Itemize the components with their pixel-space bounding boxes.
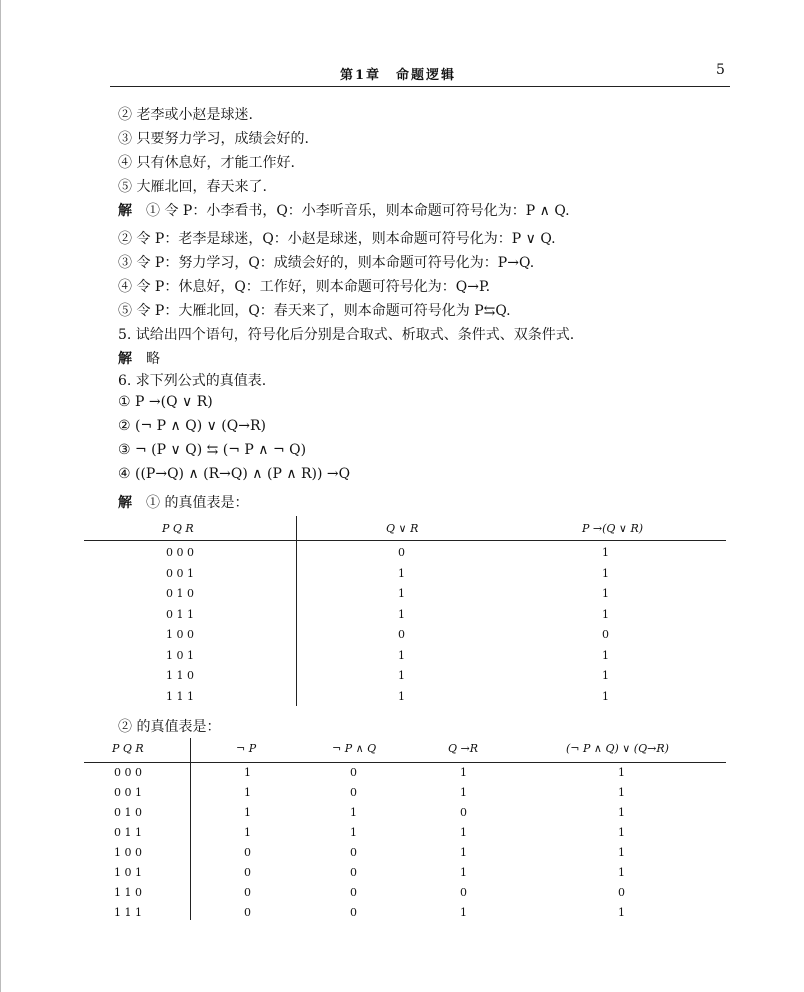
table-cell: 0 xyxy=(244,846,251,859)
table-cell: 1 xyxy=(244,786,251,799)
table-cell: 0 1 0 xyxy=(114,806,142,819)
line-text: ③ ¬ (P ∨ Q) ⇆ (¬ P ∧ ¬ Q) xyxy=(118,442,307,458)
table-cell: 1 1 1 xyxy=(114,906,142,919)
table-cell: 1 xyxy=(602,566,609,580)
table-cell: 1 xyxy=(618,846,625,859)
column-divider xyxy=(296,516,297,706)
line-text: ④ ((P→Q) ∧ (R→Q) ∧ (P ∧ R)) →Q xyxy=(118,466,351,482)
table-cell: 0 xyxy=(244,866,251,879)
line-text: ③ 令 P：努力学习，Q：成绩会好的，则本命题可符号化为：P→Q. xyxy=(118,255,535,271)
table-cell: 0 xyxy=(244,886,251,899)
line-text: 5. 试给出四个语句，符号化后分别是合取式、析取式、条件式、双条件式. xyxy=(118,327,575,343)
header-cell: (¬ P ∧ Q) ∨ (Q→R) xyxy=(566,742,669,755)
text-line xyxy=(118,348,160,368)
text-line xyxy=(118,418,266,434)
solution-label: 解 xyxy=(118,351,132,367)
table-cell: 1 xyxy=(398,587,405,600)
text-line xyxy=(118,152,295,172)
text-line xyxy=(118,200,570,220)
line-text: 6. 求下列公式的真值表. xyxy=(118,373,267,389)
table-cell: 0 xyxy=(618,886,625,899)
text-line xyxy=(118,324,574,344)
line-text: 略 xyxy=(146,351,160,367)
header-cell: Q ∨ R xyxy=(386,522,419,535)
header-rule xyxy=(84,762,726,763)
table-cell: 0 xyxy=(350,766,357,779)
table-cell: 1 xyxy=(602,689,609,703)
table-cell: 0 xyxy=(350,846,357,859)
text-line xyxy=(118,104,253,124)
chapter-header: 第1章 命题逻辑 xyxy=(340,68,457,83)
table-cell: 1 xyxy=(602,546,609,559)
table-cell: 1 xyxy=(618,786,625,799)
line-text: ① 的真值表是： xyxy=(146,495,249,511)
table2-caption: ② 的真值表是： xyxy=(118,719,221,735)
table-cell: 1 xyxy=(618,866,625,879)
table-cell: 0 0 1 xyxy=(114,786,142,799)
header-cell: ¬ P xyxy=(236,742,257,755)
text-line xyxy=(118,228,556,248)
text-line xyxy=(118,492,248,512)
table-cell: 1 xyxy=(398,648,405,662)
header-cell: P →(Q ∨ R) xyxy=(582,522,644,535)
table-cell: 1 1 1 xyxy=(166,689,194,703)
table-cell: 1 xyxy=(460,866,467,879)
text-line xyxy=(118,466,350,482)
line-text: ⑤ 大雁北回，春天来了. xyxy=(118,179,267,195)
table-cell: 1 xyxy=(618,906,625,919)
table-cell: 0 xyxy=(460,886,467,899)
table-cell: 1 xyxy=(460,786,467,799)
header-rule xyxy=(84,540,726,541)
table-cell: 0 1 0 xyxy=(166,587,194,600)
table-cell: 0 0 0 xyxy=(114,766,142,779)
header-cell: ¬ P ∧ Q xyxy=(332,742,377,755)
table-cell: 0 xyxy=(460,806,467,819)
text-line xyxy=(118,300,511,320)
table-cell: 1 xyxy=(350,806,357,819)
table-cell: 1 xyxy=(602,607,609,621)
table-cell: 1 xyxy=(398,689,405,703)
table-cell: 1 xyxy=(398,607,405,621)
table-cell: 0 xyxy=(350,786,357,799)
table-cell: 1 xyxy=(618,766,625,779)
line-text: ② 令 P：老李是球迷，Q：小赵是球迷，则本命题可符号化为：P ∨ Q. xyxy=(118,231,556,247)
table-cell: 1 xyxy=(602,669,609,682)
table-cell: 1 0 1 xyxy=(166,648,194,662)
header-cell: P Q R xyxy=(112,742,144,755)
table-cell: 1 xyxy=(398,669,405,682)
table-cell: 0 1 1 xyxy=(166,607,194,621)
scan-edge xyxy=(0,0,1,992)
table-cell: 1 xyxy=(460,766,467,779)
column-divider xyxy=(190,738,191,920)
line-text: ⑤ 令 P：大雁北回，Q：春天来了，则本命题可符号化为 P⇆Q. xyxy=(118,303,511,319)
table-cell: 0 xyxy=(602,628,609,641)
text-line xyxy=(118,276,490,296)
table-cell: 1 xyxy=(460,826,467,839)
table-cell: 1 xyxy=(602,648,609,662)
line-text: ② (¬ P ∧ Q) ∨ (Q→R) xyxy=(118,418,266,434)
table-cell: 1 xyxy=(460,846,467,859)
table-cell: 1 xyxy=(460,906,467,919)
table-cell: 1 xyxy=(244,806,251,819)
text-line xyxy=(118,394,213,410)
table-cell: 0 0 1 xyxy=(166,566,194,580)
solution-label: 解 xyxy=(118,495,132,511)
solution-label: 解 xyxy=(118,203,132,219)
line-text: ③ 只要努力学习，成绩会好的. xyxy=(118,131,309,147)
table-cell: 0 0 0 xyxy=(166,546,194,559)
text-line xyxy=(118,370,266,390)
table-cell: 0 xyxy=(350,886,357,899)
table-cell: 1 xyxy=(618,826,625,839)
line-text: ④ 令 P：休息好，Q：工作好，则本命题可符号化为：Q→P. xyxy=(118,279,491,295)
table-cell: 0 xyxy=(350,866,357,879)
table-cell: 1 xyxy=(350,826,357,839)
table-cell: 0 xyxy=(244,906,251,919)
text-line xyxy=(118,128,309,148)
table-cell: 1 0 0 xyxy=(166,628,194,641)
page-number: 5 xyxy=(716,62,725,78)
table-cell: 1 xyxy=(244,826,251,839)
table-cell: 1 xyxy=(618,806,625,819)
text-line xyxy=(118,176,267,196)
table-cell: 1 xyxy=(244,766,251,779)
header-cell: P Q R xyxy=(162,522,194,535)
table-cell: 0 xyxy=(350,906,357,919)
table-cell: 0 1 1 xyxy=(114,826,142,839)
text-line xyxy=(118,442,306,458)
header-cell: Q →R xyxy=(448,742,479,755)
table-cell: 1 1 0 xyxy=(114,886,142,899)
table-cell: 0 xyxy=(398,628,405,641)
table-cell: 0 xyxy=(398,546,405,559)
line-text: ④ 只有休息好，才能工作好. xyxy=(118,155,295,171)
header-rule xyxy=(110,86,730,87)
table-cell: 1 0 1 xyxy=(114,866,142,879)
table-cell: 1 xyxy=(398,566,405,580)
line-text: ① P →(Q ∨ R) xyxy=(118,394,213,410)
table-cell: 1 0 0 xyxy=(114,846,142,859)
line-text: ① 令 P：小李看书，Q：小李听音乐，则本命题可符号化为：P ∧ Q. xyxy=(146,203,570,219)
text-line xyxy=(118,252,534,272)
table-cell: 1 xyxy=(602,587,609,600)
table-cell: 1 1 0 xyxy=(166,669,194,682)
line-text: ② 老李或小赵是球迷. xyxy=(118,107,253,123)
